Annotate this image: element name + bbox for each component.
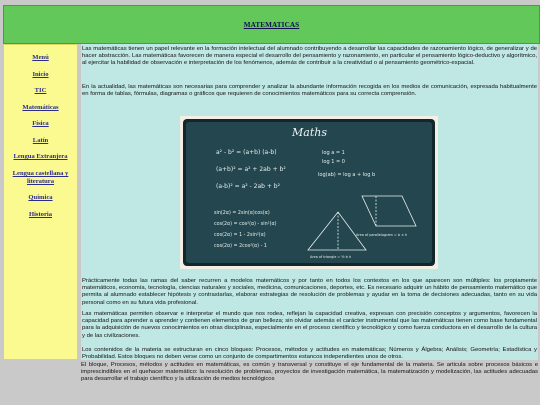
paragraph-contenidos: Los contenidos de la materia se estructuran en cinco bloques: Procesos, métodos y actitudes en matemáticas; Números y Álgebra; Análisis; Geometría; Estadística y Probabilidad. Estos bloques no deben verse como un conjunto de compartimentos estancos independientes unos de otros.: [82, 347, 537, 361]
label-parallelogram: Area of parallelogram = b × h: [356, 233, 408, 237]
sidebar-item-inicio[interactable]: Inicio: [32, 70, 49, 78]
chalkboard-surface: [186, 122, 432, 263]
formula-left-4: cos(2α) = cos²(α) - sin²(α): [214, 222, 277, 227]
header-bar: [3, 5, 540, 44]
formula-left-2: (a-b)² = a² - 2ab + b²: [216, 183, 280, 190]
sidebar-nav: [3, 44, 78, 360]
label-triangle: Area of triangle = ½ b h: [310, 255, 352, 259]
chalkboard-illustration: [180, 116, 438, 269]
sidebar-item-matematicas[interactable]: Matemáticas: [22, 103, 59, 111]
formula-left-3: sin(2α) = 2sin(α)cos(α): [214, 211, 270, 216]
formula-right-2: log(ab) = log a + log b: [318, 172, 376, 178]
sidebar-item-quimica[interactable]: Química: [28, 194, 53, 202]
formula-right-1: log 1 = 0: [322, 159, 345, 165]
footer-content: [81, 362, 538, 384]
formula-right-0: log a = 1: [322, 150, 345, 156]
main-content: [81, 44, 538, 360]
chalkboard-title: Maths: [292, 126, 327, 139]
sidebar-item-tic[interactable]: TIC: [34, 87, 47, 95]
formula-left-5: cos(2α) = 1 - 2sin²(α): [214, 233, 266, 238]
paragraph-bloque: El bloque, Procesos, métodos y actitudes en matemáticas, es común y transversal y constituye el eje fundamental de la materia. Se articula sobre procesos básicos e imprescindibles en el quehacer matemático: la resolución de problemas, proyectos de investigación matemática, la matematización y modelización, las actitudes adecuadas para desarrollar el trabajo científico y la utilización de medios tecnológicos: [81, 362, 538, 383]
sidebar-item-latin[interactable]: Latín: [32, 136, 49, 144]
paragraph-actualidad: En la actualidad, las matemáticas son necesarias para comprender y analizar la abundante información recogida en los medios de comunicación, expresada habitualmente en forma de tablas, fórmulas, diagramas o gráficos que requieren de conocimientos matemáticos para su correcta comprensión.: [82, 84, 537, 98]
chalkboard-image: [180, 116, 438, 269]
paragraph-mundo: Las matemáticas permiten observar e interpretar el mundo que nos rodea, reflejan la capacidad creativa, expresan con precisión conceptos y argumentos, favorecen la capacidad para aprender a aprender y contienen elementos de gran belleza; sin olvidar además el carácter instrumental que las matemáticas tienen como base fundamental para la adquisición de nuevos conocimientos en otras disciplinas, especialmente en el proceso científico y tecnológico y como fuerza conductora en el desarrollo de la cultura y de las civilizaciones.: [82, 311, 537, 339]
paragraph-ramas: Prácticamente todas las ramas del saber recurren a modelos matemáticos y por tanto en todos los contextos en los que aparecen son múltiples: los propiamente matemáticos, economía, tecnología, ciencias naturales y sociales, medicina, comunicaciones, deportes, etc. Es necesario adquirir un hábito de pensamiento matemático que permita al alumnado establecer hipótesis y contrastarlas, elaborar estrategias de resolución de problemas y ayudar en la toma de decisiones adecuadas, tanto en su vida personal como en su futura vida profesional.: [82, 278, 537, 306]
sidebar-item-historia[interactable]: Historia: [28, 210, 53, 218]
sidebar-item-fisica[interactable]: Física: [32, 120, 49, 128]
intro-paragraph: Las matemáticas tienen un papel relevante en la formación intelectual del alumnado contribuyendo a desarrollar las capacidades de razonamiento lógico, de generalizar y de hacer abstracción. Las matemáticas favorecen de manera especial el desarrollo del pensamiento y razonamiento, en particular el pensamiento lógico-deductivo y algorítmico, al ejercitar la habilidad de observación e interpretación de los fenómenos, además de contribuir a la creatividad o al pensamiento geométrico-espacial.: [82, 46, 537, 67]
formula-left-1: (a+b)² = a² + 2ab + b²: [216, 166, 286, 173]
page-title-link[interactable]: MATEMATICAS: [243, 20, 300, 29]
formula-left-6: cos(2α) = 2cos²(α) - 1: [214, 244, 267, 249]
sidebar-item-menu[interactable]: Menú: [32, 54, 49, 61]
sidebar-item-lengua-extranjera[interactable]: Lengua Extranjera: [13, 153, 68, 161]
formula-left-0: a² - b² = (a+b) (a-b): [216, 149, 277, 156]
sidebar-item-lengua-castellana[interactable]: Lengua castellana y literatura: [12, 170, 69, 185]
